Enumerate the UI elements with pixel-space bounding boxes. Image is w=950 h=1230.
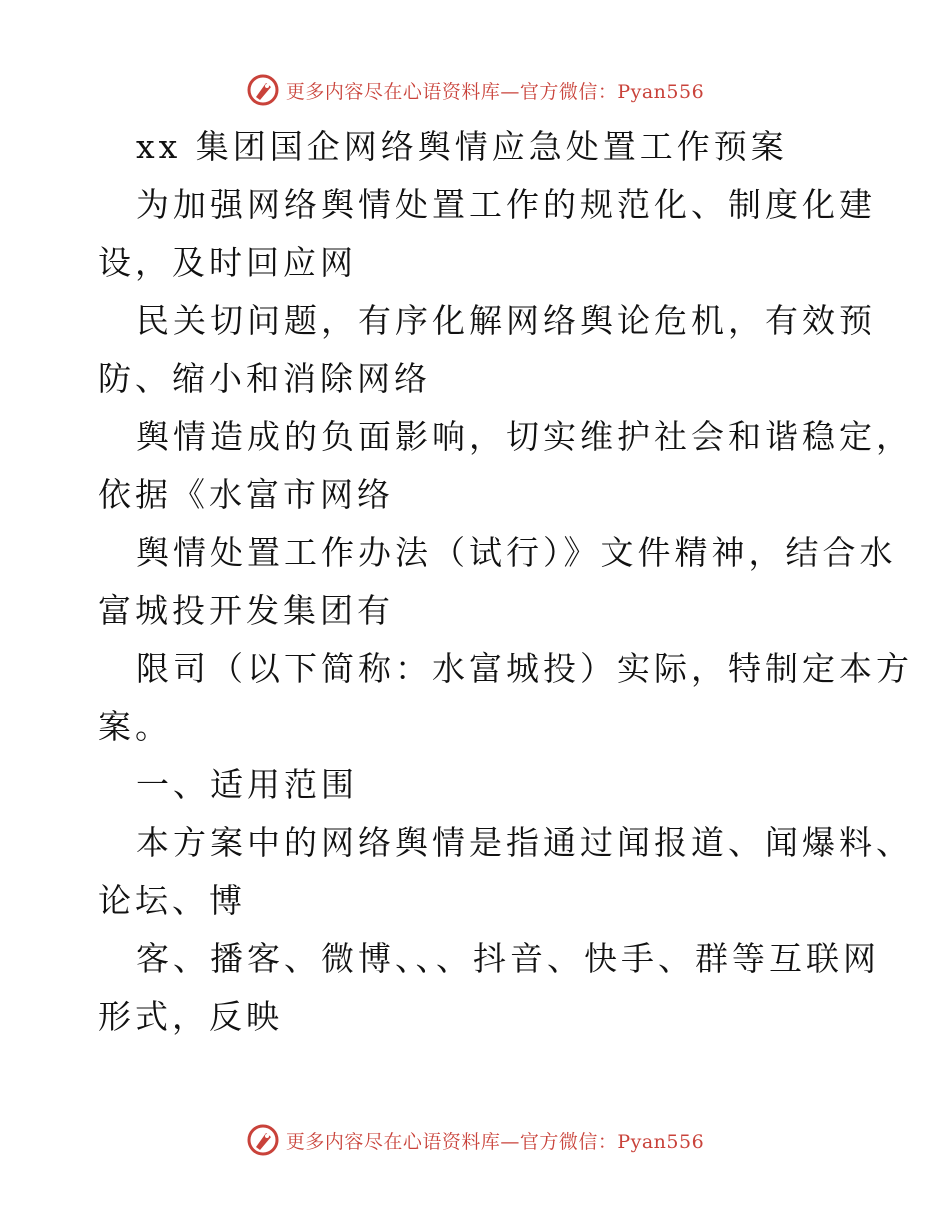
pen-nib-logo-icon [246, 73, 280, 107]
text-line: 依据《水富市网络 [98, 475, 394, 514]
document-title: xx 集团国企网络舆情应急处置工作预案 [136, 127, 788, 166]
text-line: 舆情造成的负面影响，切实维护社会和谐稳定， [136, 417, 913, 456]
text-line: 设，及时回应网 [98, 243, 357, 282]
text-line: 案。 [98, 707, 172, 746]
pen-nib-logo-icon [246, 1123, 280, 1157]
watermark-text: 更多内容尽在心语资料库—官方微信：Pyan556 [285, 1130, 705, 1153]
document-body [98, 118, 913, 1046]
text-line: 论坛、博 [98, 881, 246, 920]
text-line: 客、播客、微博、、、抖音、快手、群等互联网 [136, 939, 880, 978]
text-line: 本方案中的网络舆情是指通过闻报道、闻爆料、 [136, 823, 913, 862]
text-line: 为加强网络舆情处置工作的规范化、制度化建 [136, 185, 876, 224]
text-line: 形式，反映 [98, 997, 283, 1036]
text-line: 防、缩小和消除网络 [98, 359, 431, 398]
watermark-text: 更多内容尽在心语资料库—官方微信：Pyan556 [285, 80, 705, 103]
text-line: 限司（以下简称：水富城投）实际，特制定本方 [136, 649, 913, 688]
section-heading: 一、适用范围 [136, 765, 358, 804]
header-watermark [0, 70, 950, 110]
footer-watermark [0, 1120, 950, 1160]
text-line: 民关切问题，有序化解网络舆论危机，有效预 [136, 301, 876, 340]
text-line: 富城投开发集团有 [98, 591, 394, 630]
text-line: 舆情处置工作办法（试行）》文件精神，结合水 [136, 533, 897, 572]
